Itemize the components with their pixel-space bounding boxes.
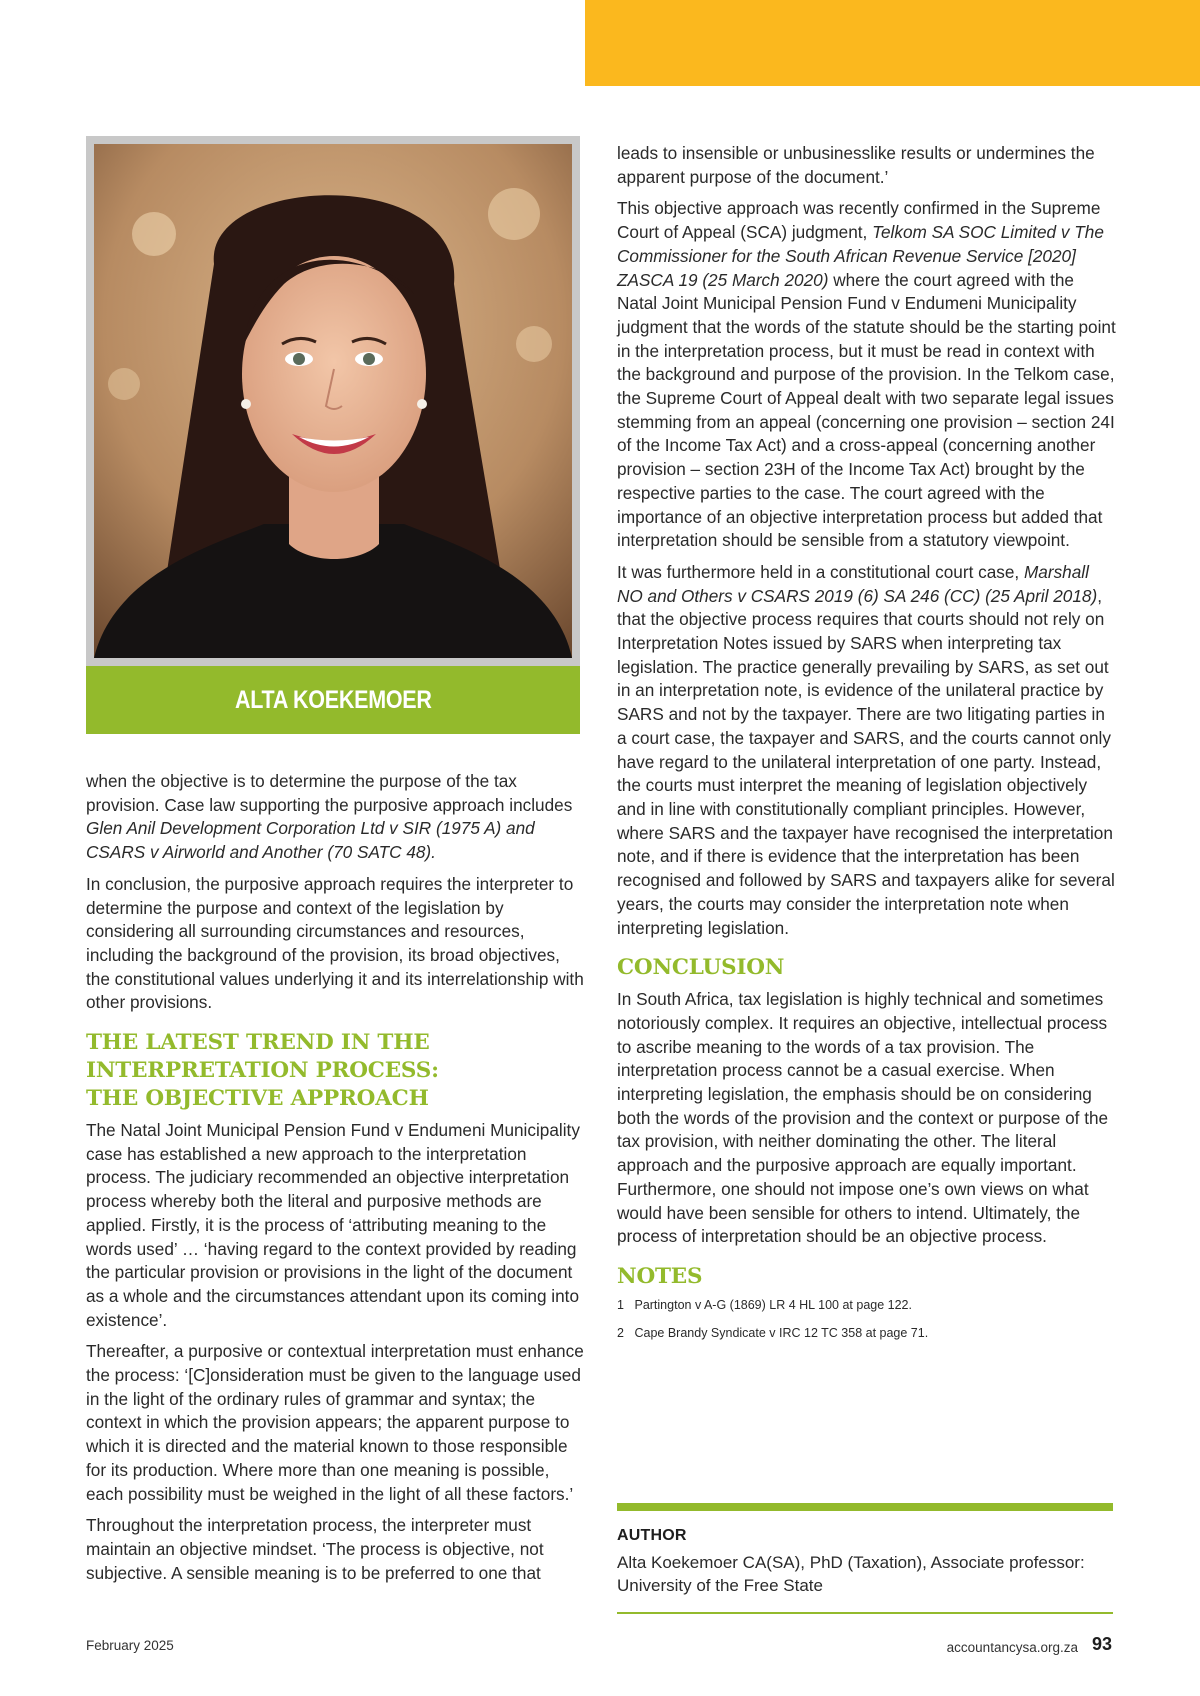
author-name-caption: ALTA KOEKEMOER	[234, 685, 432, 714]
author-label: AUTHOR	[617, 1527, 687, 1544]
paragraph: Throughout the interpretation process, the interpreter must maintain an objective mindset. ‘The process is objective, not subjective. A sensible meaning is to be preferred to one that	[86, 1515, 544, 1583]
paragraph: It was furthermore held in a constitutional court case, Marshall NO and Others v CSARS 2019 (6) SA 246 (CC) (25 April 2018), that the objective process requires that courts should not rely on Interpretation Notes issued by SARS when interpreting tax legislation. The practice generally prevailing by SARS, as set out in an interpretation note, is evidence of the unilateral practice by SARS and not by the taxpayer. There are two litigating parties in a court case, the taxpayer and SARS, and the courts cannot only have regard to the unilateral interpretation of one party. Instead, the courts must interpret the meaning of legislation objectively and in line with constitutionally compliant principles. However, where SARS and the taxpayer have recognised the interpretation note, and if there is evidence that the interpretation has been recognised and followed by SARS and taxpayers alike for several years, the courts may consider the interpretation note when interpreting legislation.	[617, 561, 1115, 938]
section-heading-conclusion: CONCLUSION	[617, 955, 785, 981]
author-portrait	[94, 144, 572, 658]
author-credentials: Alta Koekemoer CA(SA), PhD (Taxation), Associate professor:	[617, 1553, 1085, 1572]
photo-frame	[86, 136, 580, 666]
name-caption-bar	[86, 666, 580, 734]
paragraph: In conclusion, the purposive approach requires the interpreter to determine the purpose and context of the legislation by considering all surrounding circumstances and resources, including the background of the provision, its broad objectives, the constitutional values underlying it and its interrelationship with other provisions.	[86, 873, 584, 1013]
footer-date: February 2025	[86, 1638, 174, 1653]
footer-website[interactable]: accountancysa.org.za	[946, 1640, 1078, 1655]
author-divider	[617, 1503, 1113, 1511]
paragraph: when the objective is to determine the purpose of the tax provision. Case law supporting the purposive approach includes Glen Anil Development Corporation Ltd v SIR (1975 A) and CSARS v Airworld and Another (70 SATC 48).	[86, 771, 573, 863]
author-affiliation: University of the Free State	[617, 1576, 823, 1595]
page-number: 93	[1092, 1634, 1113, 1654]
notes-list	[617, 1297, 1117, 1341]
author-bottom-rule	[617, 1612, 1113, 1614]
author-box	[617, 1524, 1113, 1597]
paragraph: In South Africa, tax legislation is highly technical and sometimes notoriously complex. It requires an objective, intellectual process to ascribe meaning to the words of a tax provision. The interpretation process cannot be a casual exercise. When interpreting legislation, the emphasis should be on considering both the words of the provision and the context or purpose of the tax provision, with neither dominating the other. The literal approach and the purposive approach are equally important. Furthermore, one should not impose one’s own views on what would have been sensible for others to intend. Ultimately, the process of interpretation should be an objective process.	[617, 989, 1109, 1247]
note-item: 1 Partington v A-G (1869) LR 4 HL 100 at page 122.	[617, 1297, 912, 1312]
left-column	[86, 770, 586, 1593]
paragraph: Thereafter, a purposive or contextual interpretation must enhance the process: ‘[C]onsideration must be given to the language used in the light of the ordinary rules of grammar and syntax; the context in which the provision appears; the apparent purpose to which it is directed and the material known to those responsible for its production. Where more than one meaning is possible, each possibility must be weighed in the light of all these factors.’	[86, 1341, 584, 1504]
section-heading-notes: NOTES	[617, 1263, 703, 1289]
paragraph: The Natal Joint Municipal Pension Fund v Endumeni Municipality case has established a new approach to the interpretation process. The judiciary recommended an objective interpretation process whereby both the literal and purposive methods are applied. Firstly, it is the process of ‘attributing meaning to the words used’ … ‘having regard to the context provided by reading the particular provision or provisions in the light of the document as a whole and the circumstances attendant upon its coming into existence’.	[86, 1120, 580, 1330]
note-item: 2 Cape Brandy Syndicate v IRC 12 TC 358 at page 71.	[617, 1325, 929, 1340]
right-column	[617, 142, 1117, 1353]
top-accent-bar	[585, 0, 1200, 86]
paragraph: This objective approach was recently confirmed in the Supreme Court of Appeal (SCA) judgment, Telkom SA SOC Limited v The Commissioner for the South African Revenue Service [2020] ZASCA 19 (25 March 2020) where the court agreed with the Natal Joint Municipal Pension Fund v Endumeni Municipality judgment that the words of the statute should be the starting point in the interpretation process, but it must be read in context with the background and purpose of the provision. In the Telkom case, the Supreme Court of Appeal dealt with two separate legal issues stemming from an appeal (concerning one provision – section 24I of the Income Tax Act) and a cross-appeal (concerning another provision – section 23H of the Income Tax Act) brought by the respective parties to the case. The court agreed with the importance of an objective interpretation process but added that interpretation should be sensible from a statutory viewpoint.	[617, 198, 1116, 551]
paragraph: leads to insensible or unbusinesslike results or undermines the apparent purpose of the document.’	[617, 143, 1095, 187]
section-heading-objective-approach: THE LATEST TREND IN THE INTERPRETATION PROCESS: THE OBJECTIVE APPROACH	[86, 1030, 439, 1112]
